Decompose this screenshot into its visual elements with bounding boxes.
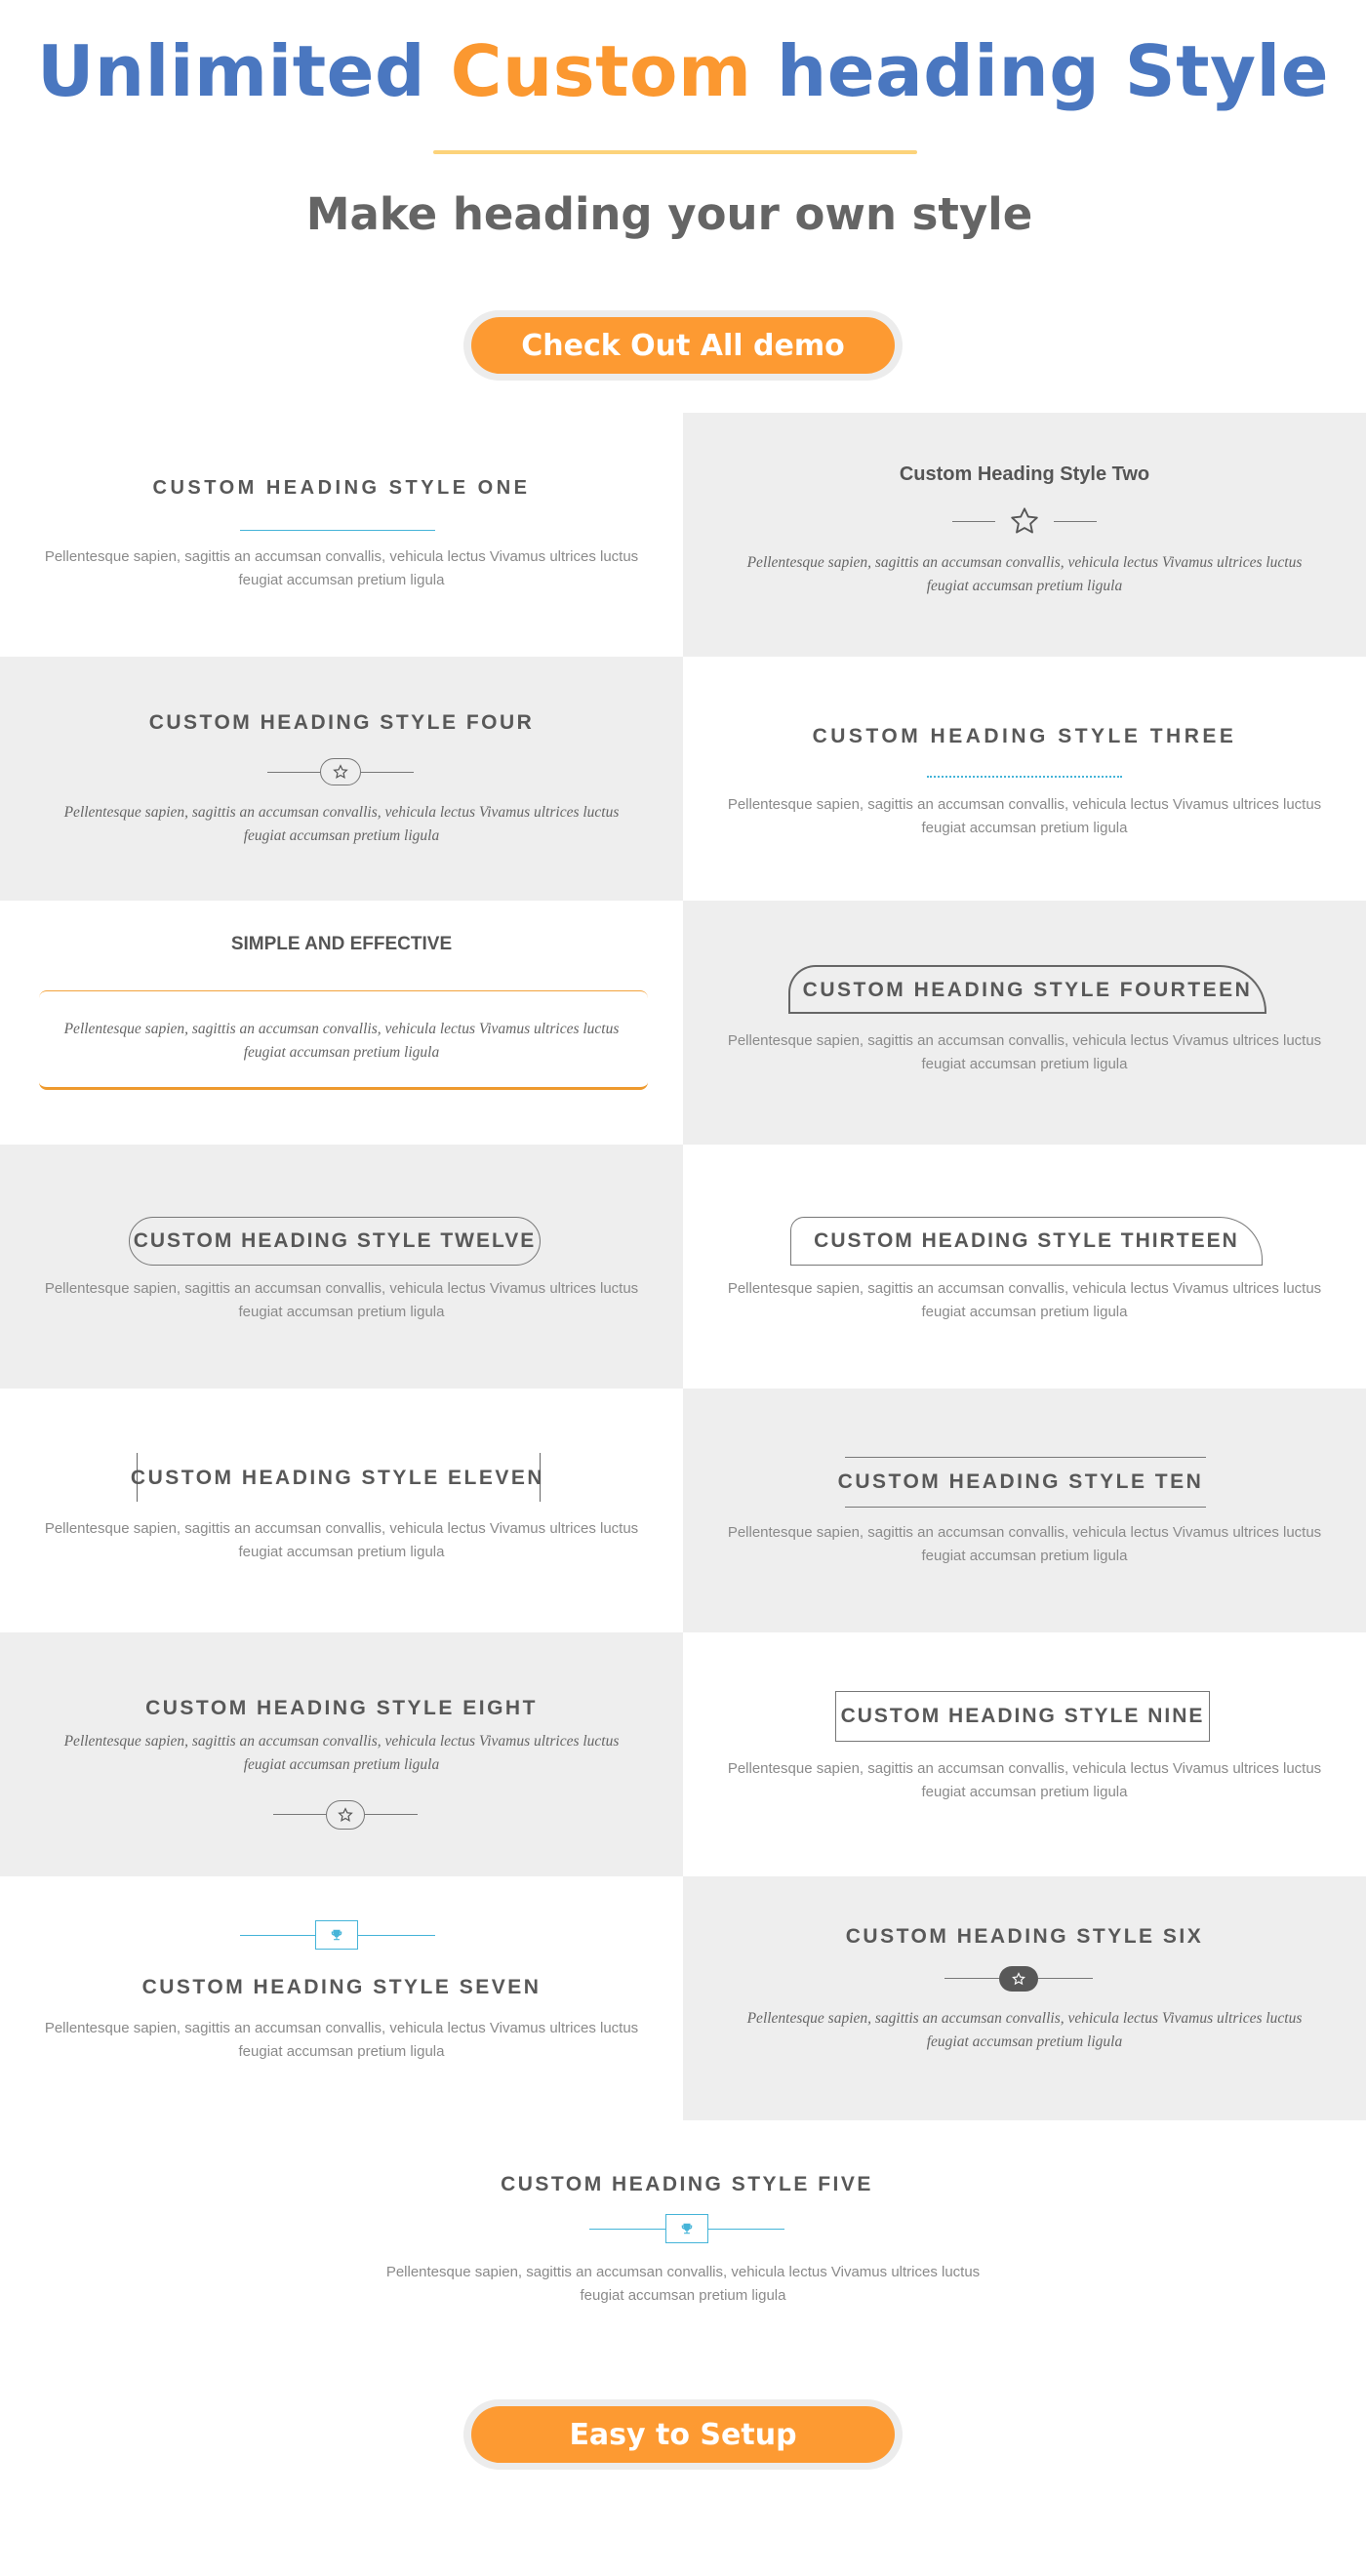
style-ten-top-line	[845, 1457, 1206, 1458]
simple-effective-text: Pellentesque sapien, sagittis an accumsan convallis, vehicula lectus Vivamus ultrices luctus feugiat accumsan pretium ligula	[63, 1021, 620, 1061]
style-eight-line-right	[365, 1814, 418, 1815]
style-four-line-left	[267, 772, 320, 773]
easy-setup-button[interactable]: Easy to Setup	[471, 2406, 895, 2463]
style-ten-bottom-line	[845, 1507, 1206, 1508]
style-three-heading: CUSTOM HEADING STYLE THREE	[812, 725, 1237, 747]
star-icon	[1009, 505, 1040, 537]
style-twelve-card	[0, 1145, 683, 1389]
trophy-icon	[315, 1920, 358, 1950]
style-four-text: Pellentesque sapien, sagittis an accumsan convallis, vehicula lectus Vivamus ultrices luctus feugiat accumsan pretium ligula	[63, 804, 620, 844]
style-seven-text: Pellentesque sapien, sagittis an accumsan convallis, vehicula lectus Vivamus ultrices luctus feugiat accumsan pretium ligula	[44, 2020, 639, 2060]
style-four-card	[0, 657, 683, 901]
style-eight-card	[0, 1632, 683, 1876]
style-six-line-left	[944, 1978, 999, 1979]
style-ten-heading: CUSTOM HEADING STYLE TEN	[837, 1470, 1204, 1493]
style-two-text: Pellentesque sapien, sagittis an accumsan convallis, vehicula lectus Vivamus ultrices luctus feugiat accumsan pretium ligula	[746, 554, 1303, 594]
style-three-card	[683, 657, 1366, 901]
style-thirteen-heading: CUSTOM HEADING STYLE THIRTEEN	[790, 1217, 1263, 1266]
style-eleven-card	[0, 1389, 683, 1632]
hero-title-part3: heading Style	[777, 30, 1330, 112]
style-four-heading: CUSTOM HEADING STYLE FOUR	[148, 711, 535, 734]
trophy-icon	[665, 2214, 708, 2243]
style-eight-heading: CUSTOM HEADING STYLE EIGHT	[145, 1697, 538, 1719]
hero-subtitle: Make heading your own style	[305, 188, 1033, 240]
style-fourteen-text: Pellentesque sapien, sagittis an accumsan convallis, vehicula lectus Vivamus ultrices luctus feugiat accumsan pretium ligula	[727, 1032, 1322, 1072]
style-fourteen-base-line	[788, 1012, 1266, 1014]
hero-divider	[433, 150, 917, 154]
style-one-card	[0, 413, 683, 657]
style-one-text: Pellentesque sapien, sagittis an accumsan convallis, vehicula lectus Vivamus ultrices luctus feugiat accumsan pretium ligula	[44, 548, 639, 588]
style-fourteen-heading: CUSTOM HEADING STYLE FOURTEEN	[788, 965, 1266, 1014]
style-one-heading: CUSTOM HEADING STYLE ONE	[152, 477, 531, 499]
setup-button-frame	[463, 2399, 903, 2470]
style-two-line-right	[1054, 521, 1097, 522]
style-six-heading: CUSTOM HEADING STYLE SIX	[845, 1925, 1204, 1948]
style-nine-heading: CUSTOM HEADING STYLE NINE	[835, 1691, 1210, 1742]
style-six-text: Pellentesque sapien, sagittis an accumsan convallis, vehicula lectus Vivamus ultrices luctus feugiat accumsan pretium ligula	[746, 2010, 1303, 2050]
style-six-card	[683, 1876, 1366, 2120]
star-icon	[320, 758, 361, 785]
style-eight-text: Pellentesque sapien, sagittis an accumsan convallis, vehicula lectus Vivamus ultrices luctus feugiat accumsan pretium ligula	[63, 1733, 620, 1773]
check-out-demo-button[interactable]: Check Out All demo	[471, 317, 895, 374]
simple-effective-card	[0, 901, 683, 1145]
demo-button-frame	[463, 310, 903, 381]
star-icon	[326, 1800, 365, 1830]
style-one-underline	[240, 530, 435, 531]
style-three-text: Pellentesque sapien, sagittis an accumsan convallis, vehicula lectus Vivamus ultrices luctus feugiat accumsan pretium ligula	[727, 796, 1322, 836]
style-ten-text: Pellentesque sapien, sagittis an accumsan convallis, vehicula lectus Vivamus ultrices luctus feugiat accumsan pretium ligula	[727, 1524, 1322, 1564]
hero-title	[0, 27, 1366, 115]
style-twelve-text: Pellentesque sapien, sagittis an accumsan convallis, vehicula lectus Vivamus ultrices luctus feugiat accumsan pretium ligula	[44, 1280, 639, 1320]
style-twelve-heading: CUSTOM HEADING STYLE TWELVE	[129, 1217, 541, 1266]
style-two-heading: Custom Heading Style Two	[899, 463, 1150, 485]
style-five-heading: CUSTOM HEADING STYLE FIVE	[501, 2173, 873, 2195]
style-three-dotted-underline	[927, 776, 1122, 778]
style-nine-card	[683, 1632, 1366, 1876]
hero-title-part1: Unlimited	[36, 30, 426, 112]
style-four-line-right	[361, 772, 414, 773]
style-thirteen-text: Pellentesque sapien, sagittis an accumsan convallis, vehicula lectus Vivamus ultrices luctus feugiat accumsan pretium ligula	[727, 1280, 1322, 1320]
star-icon	[999, 1966, 1038, 1992]
style-eight-line-left	[273, 1814, 326, 1815]
style-five-section	[0, 2120, 1366, 2315]
style-six-line-right	[1038, 1978, 1093, 1979]
style-nine-text: Pellentesque sapien, sagittis an accumsan convallis, vehicula lectus Vivamus ultrices luctus feugiat accumsan pretium ligula	[727, 1760, 1322, 1800]
style-two-line-left	[952, 521, 995, 522]
style-five-text: Pellentesque sapien, sagittis an accumsan convallis, vehicula lectus Vivamus ultrices luctus feugiat accumsan pretium ligula	[385, 2264, 981, 2304]
hero-section	[0, 0, 1366, 410]
style-seven-card	[0, 1876, 683, 2120]
style-seven-heading: CUSTOM HEADING STYLE SEVEN	[141, 1976, 542, 1998]
style-two-card	[683, 413, 1366, 657]
hero-title-accent: Custom	[450, 30, 752, 112]
style-fourteen-card	[683, 901, 1366, 1145]
simple-effective-heading: SIMPLE AND EFFECTIVE	[230, 934, 453, 954]
style-ten-card	[683, 1389, 1366, 1632]
style-eleven-heading: CUSTOM HEADING STYLE ELEVEN	[130, 1467, 545, 1489]
style-thirteen-card	[683, 1145, 1366, 1389]
style-eleven-text: Pellentesque sapien, sagittis an accumsan convallis, vehicula lectus Vivamus ultrices luctus feugiat accumsan pretium ligula	[44, 1520, 639, 1560]
